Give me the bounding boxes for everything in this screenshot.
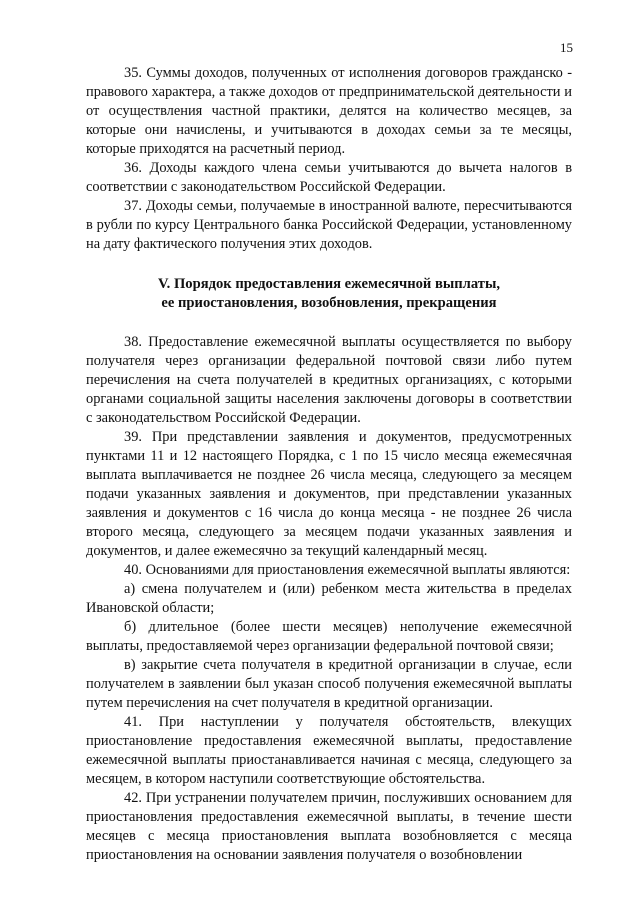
paragraph-35: 35. Суммы доходов, полученных от исполнения договоров гражданско - правового характера, а также доходов от предпринимательской деятельности и от осуществления частной практики, делятся на количество месяцев, за которые они начислены, и учитываются в доходах семьи за те месяцы, которые приходятся на расчетный период. <box>86 65 572 157</box>
paragraph-37: 37. Доходы семьи, получаемые в иностранной валюте, пересчитываются в рубли по курсу Центрального банка Российской Федерации, установленному на дату фактического получения этих доходов. <box>86 198 572 252</box>
paragraph-39: 39. При представлении заявления и документов, предусмотренных пунктами 11 и 12 настоящего Порядка, с 1 по 15 число месяца ежемесячная выплата выплачивается не позднее 26 числа месяца, следующего за месяцем подачи указанных заявления и документов, при представлении указанных заявления и документов с 16 числа до конца месяца - не позднее 26 числа второго месяца, следующего за месяцем подачи указанных заявления и документов, и далее ежемесячно за текущий календарный месяц. <box>86 429 572 559</box>
paragraph-38: 38. Предоставление ежемесячной выплаты осуществляется по выбору получателя через организации федеральной почтовой связи либо путем перечисления на счета получателей в кредитных организациях, с которыми органами социальной защиты населения заключены договоры в соответствии с законодательством Российской Федерации. <box>86 334 572 426</box>
section-heading-line-2: ее приостановления, возобновления, прекращения <box>161 295 497 311</box>
paragraph-36: 36. Доходы каждого члена семьи учитываются до вычета налогов в соответствии с законодательством Российской Федерации. <box>86 160 572 195</box>
document-body <box>86 64 572 865</box>
paragraph-40: 40. Основаниями для приостановления ежемесячной выплаты являются: <box>124 562 571 578</box>
paragraph-42: 42. При устранении получателем причин, послуживших основанием для приостановления предоставления ежемесячной выплаты, в течение шести месяцев с месяца приостановления выплата возобновляется с месяца приостановления на основании заявления получателя о возобновлении <box>86 790 572 863</box>
paragraph-40-b: б) длительное (более шести месяцев) неполучение ежемесячной выплаты, предоставляемой через организации федеральной почтовой связи; <box>86 619 572 654</box>
paragraph-41: 41. При наступлении у получателя обстоятельств, влекущих приостановление предоставления ежемесячной выплаты, предоставление ежемесячной выплаты приостанавливается начиная с месяца, следующего за месяцем, в котором наступили соответствующие обстоятельства. <box>86 714 572 787</box>
paragraph-40-a: а) смена получателем и (или) ребенком места жительства в пределах Ивановской области; <box>86 581 572 616</box>
paragraph-40-c: в) закрытие счета получателя в кредитной организации в случае, если получателем в заявлении был указан способ получения ежемесячной выплаты путем перечисления на счет получателя в кредитной организации. <box>86 657 572 711</box>
section-heading <box>86 275 572 313</box>
section-heading-line-1: V. Порядок предоставления ежемесячной выплаты, <box>158 276 500 292</box>
page-number: 15 <box>560 40 573 55</box>
